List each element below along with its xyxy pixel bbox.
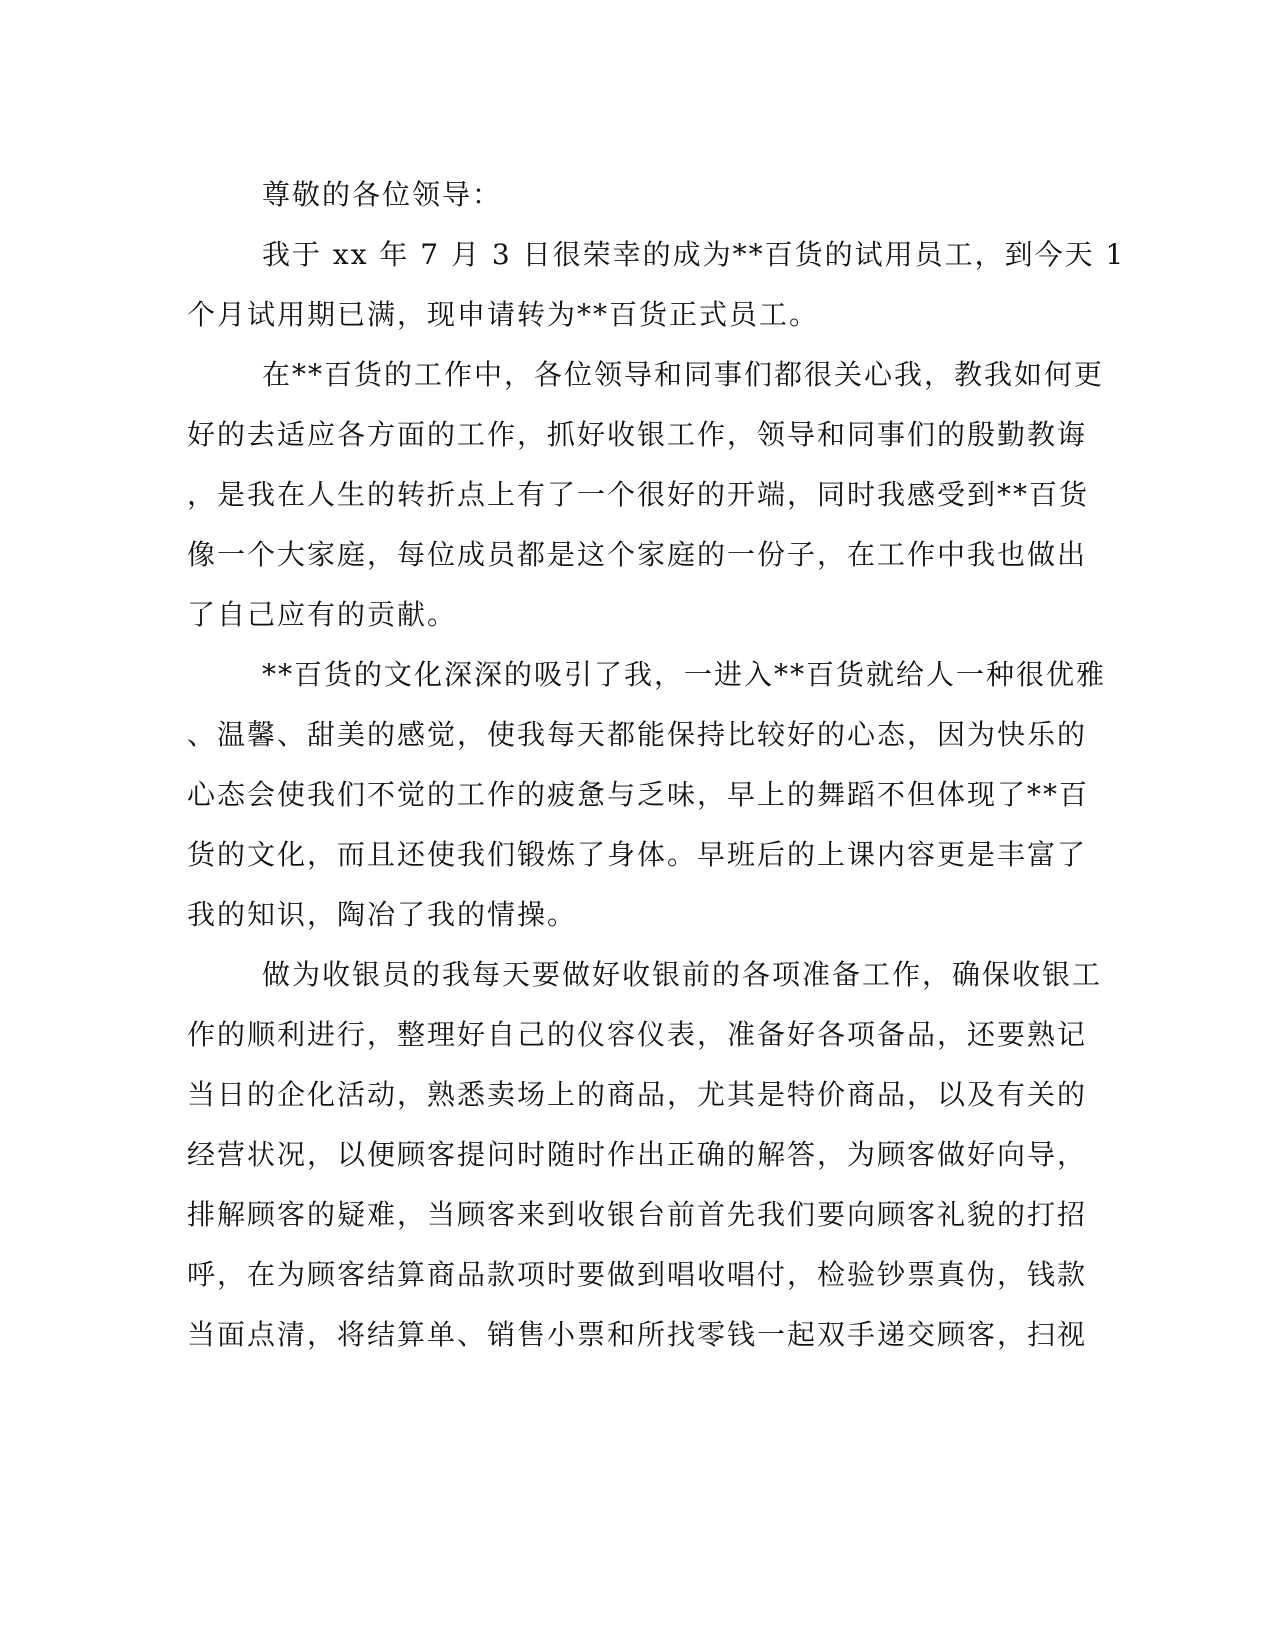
document-body	[187, 165, 1126, 1365]
paragraph-line: **百货的文化深深的吸引了我，一进入**百货就给人一种很优雅	[262, 658, 1107, 691]
paragraph-line: 在**百货的工作中，各位领导和同事们都很关心我，教我如何更	[262, 358, 1105, 391]
paragraph-line: 呼，在为顾客结算商品款项时要做到唱收唱付，检验钞票真伪，钱款	[187, 1258, 1088, 1291]
paragraph-line: 了自己应有的贡献。	[187, 598, 458, 631]
paragraph-line: 排解顾客的疑难，当顾客来到收银台前首先我们要向顾客礼貌的打招	[187, 1198, 1088, 1231]
paragraph-line: ，是我在人生的转折点上有了一个很好的开端，同时我感受到**百货	[187, 478, 1090, 511]
paragraph-line: 作的顺利进行，整理好自己的仪容仪表，准备好各项备品，还要熟记	[187, 1018, 1088, 1051]
paragraph-line: 我的知识，陶冶了我的情操。	[187, 898, 578, 931]
paragraph-line: 货的文化，而且还使我们锻炼了身体。早班后的上课内容更是丰富了	[187, 838, 1088, 871]
paragraph-line: 当日的企化活动，熟悉卖场上的商品，尤其是特价商品，以及有关的	[187, 1078, 1088, 1111]
paragraph-line: 心态会使我们不觉的工作的疲惫与乏味，早上的舞蹈不但体现了**百	[187, 778, 1090, 811]
paragraph-line: 、温馨、甜美的感觉，使我每天都能保持比较好的心态，因为快乐的	[187, 718, 1088, 751]
paragraph-1	[187, 225, 1126, 345]
paragraph-line: 经营状况，以便顾客提问时随时作出正确的解答，为顾客做好向导，	[187, 1138, 1088, 1171]
paragraph-line: 个月试用期已满，现申请转为**百货正式员工。	[187, 298, 820, 331]
paragraph-line: 像一个大家庭，每位成员都是这个家庭的一份子，在工作中我也做出	[187, 538, 1088, 571]
paragraph-line: 当面点清，将结算单、销售小票和所找零钱一起双手递交顾客，扫视	[187, 1318, 1088, 1351]
paragraph-4	[187, 945, 1103, 1365]
paragraph-2	[187, 345, 1105, 645]
paragraph-3	[187, 645, 1107, 945]
paragraph-line: 好的去适应各方面的工作，抓好收银工作，领导和同事们的殷勤教诲	[187, 418, 1088, 451]
paragraph-line: 我于 xx 年 7 月 3 日很荣幸的成为**百货的试用员工，到今天 1	[262, 238, 1126, 271]
salutation: 尊敬的各位领导：	[262, 178, 503, 211]
paragraph-line: 做为收银员的我每天要做好收银前的各项准备工作，确保收银工	[262, 958, 1103, 991]
